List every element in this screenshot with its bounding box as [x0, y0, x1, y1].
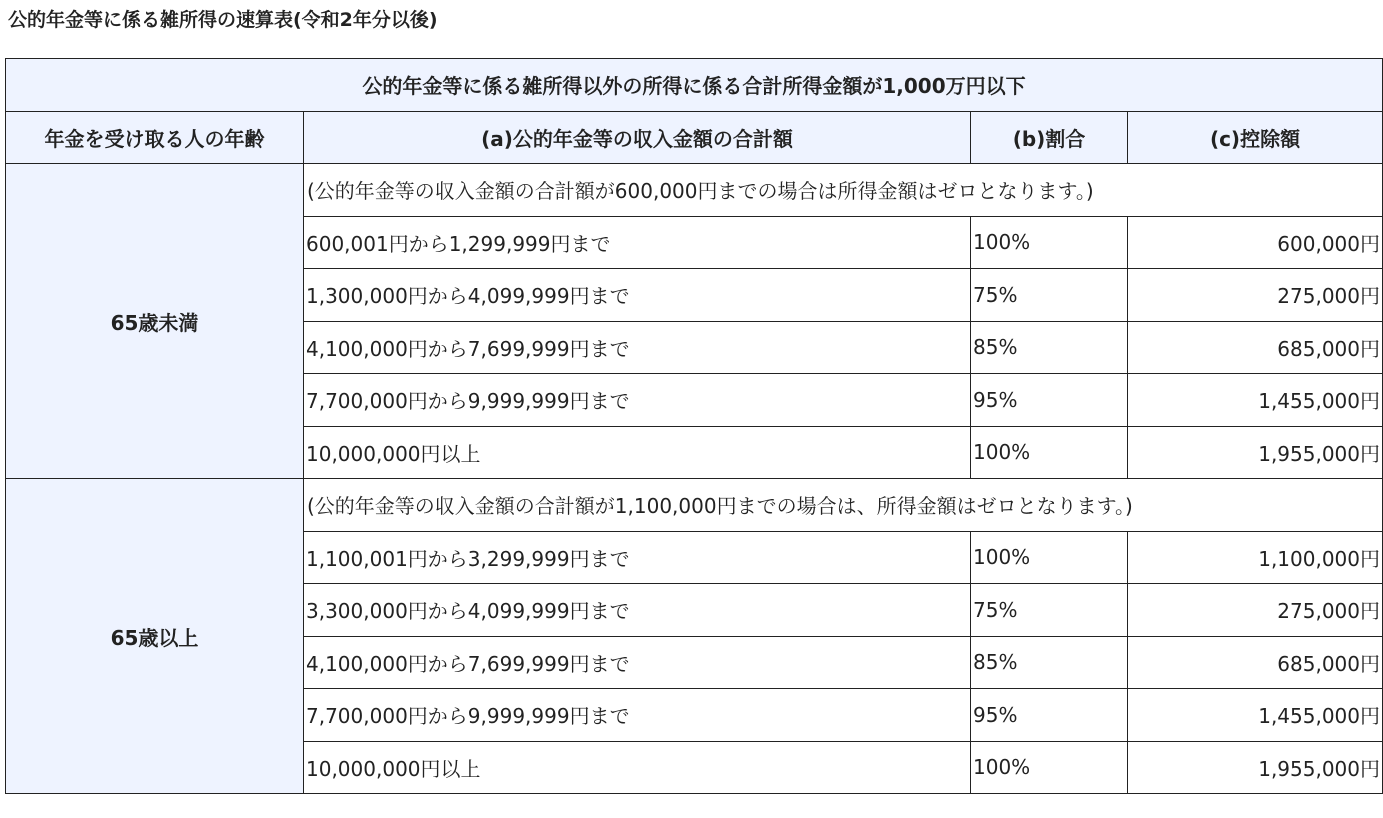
group-note: (公的年金等の収入金額の合計額が600,000円までの場合は所得金額はゼロとなります。): [304, 164, 1383, 217]
rate-cell: 95%: [971, 374, 1128, 427]
table-row: [6, 479, 1383, 532]
deduction-cell: 275,000円: [1128, 269, 1383, 322]
deduction-cell: 1,455,000円: [1128, 689, 1383, 742]
age-group-label: 65歳以上: [6, 479, 304, 794]
income-range-cell: 7,700,000円から9,999,999円まで: [304, 689, 971, 742]
rate-cell: 75%: [971, 269, 1128, 322]
income-range-cell: 3,300,000円から4,099,999円まで: [304, 584, 971, 637]
page-title: 公的年金等に係る雑所得の速算表(令和2年分以後): [8, 9, 438, 31]
table-caption: 公的年金等に係る雑所得以外の所得に係る合計所得金額が1,000万円以下: [6, 59, 1383, 112]
header-deduction: (c)控除額: [1128, 111, 1383, 164]
deduction-cell: 685,000円: [1128, 636, 1383, 689]
rate-cell: 75%: [971, 584, 1128, 637]
rate-cell: 100%: [971, 741, 1128, 794]
pension-income-table: [5, 58, 1383, 794]
table-row: [6, 164, 1383, 217]
header-rate: (b)割合: [971, 111, 1128, 164]
rate-cell: 85%: [971, 321, 1128, 374]
header-income: (a)公的年金等の収入金額の合計額: [304, 111, 971, 164]
rate-cell: 100%: [971, 531, 1128, 584]
rate-cell: 100%: [971, 426, 1128, 479]
income-range-cell: 10,000,000円以上: [304, 426, 971, 479]
rate-cell: 100%: [971, 216, 1128, 269]
income-range-cell: 1,300,000円から4,099,999円まで: [304, 269, 971, 322]
age-group-label: 65歳未満: [6, 164, 304, 479]
rate-cell: 95%: [971, 689, 1128, 742]
income-range-cell: 4,100,000円から7,699,999円まで: [304, 321, 971, 374]
deduction-cell: 600,000円: [1128, 216, 1383, 269]
deduction-cell: 1,455,000円: [1128, 374, 1383, 427]
rate-cell: 85%: [971, 636, 1128, 689]
income-range-cell: 10,000,000円以上: [304, 741, 971, 794]
group-note: (公的年金等の収入金額の合計額が1,100,000円までの場合は、所得金額はゼロとなります。): [304, 479, 1383, 532]
deduction-cell: 1,955,000円: [1128, 426, 1383, 479]
header-age: 年金を受け取る人の年齢: [6, 111, 304, 164]
income-range-cell: 7,700,000円から9,999,999円まで: [304, 374, 971, 427]
deduction-cell: 685,000円: [1128, 321, 1383, 374]
table-header-row: [6, 111, 1383, 164]
deduction-cell: 275,000円: [1128, 584, 1383, 637]
deduction-cell: 1,955,000円: [1128, 741, 1383, 794]
income-range-cell: 1,100,001円から3,299,999円まで: [304, 531, 971, 584]
deduction-cell: 1,100,000円: [1128, 531, 1383, 584]
income-range-cell: 600,001円から1,299,999円まで: [304, 216, 971, 269]
table-caption-row: [6, 59, 1383, 112]
income-range-cell: 4,100,000円から7,699,999円まで: [304, 636, 971, 689]
